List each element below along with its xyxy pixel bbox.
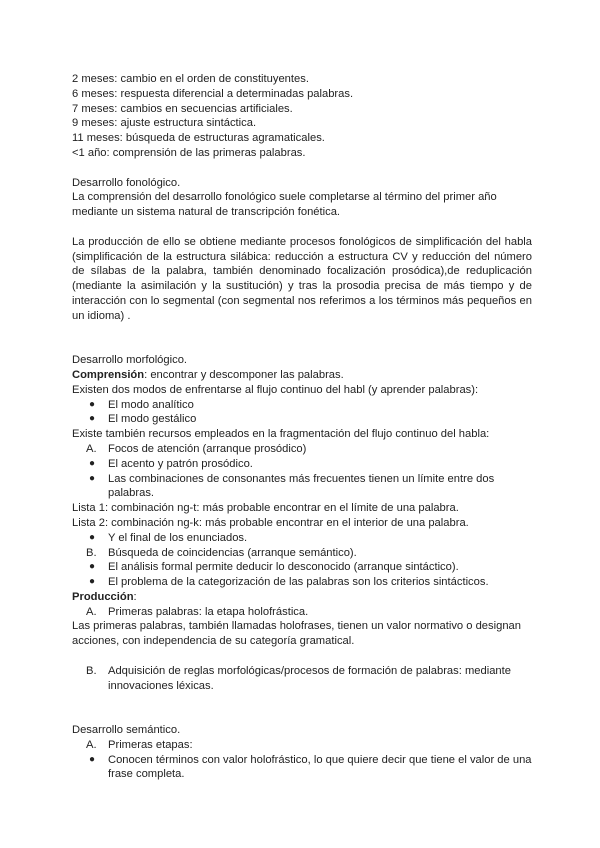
comprension-text: : encontrar y descomponer las palabras. [144, 368, 344, 381]
paragraph: Existe también recursos empleados en la fragmentación del flujo continuo del habla: [72, 428, 490, 441]
produccion-list [72, 605, 532, 620]
milestone-line: 2 meses: cambio en el orden de constituyentes. [72, 73, 309, 85]
section-title: Desarrollo morfológico. [72, 354, 188, 367]
milestone-line: 11 meses: búsqueda de estructuras agramaticales. [72, 132, 325, 145]
produccion-label: Producción [72, 590, 134, 603]
list-item [72, 442, 532, 457]
paragraph: Existen dos modos de enfrentarse al flujo continuo del habl (y aprender palabras): [72, 383, 479, 396]
produccion-colon: : [133, 590, 137, 603]
bullet-marker: ● [89, 531, 96, 543]
list-item-text: El acento y patrón prosódico. [108, 457, 253, 470]
list-item [72, 546, 532, 561]
list-marker: A. [86, 738, 97, 751]
list-item [72, 457, 532, 472]
list-item [72, 664, 532, 694]
bullet-marker: ● [89, 472, 96, 484]
list-item-text: Focos de atención (arranque prosódico) [108, 442, 307, 455]
list-marker: A. [86, 442, 97, 455]
morfologico-section [72, 353, 532, 693]
list-item [72, 472, 532, 502]
bullet-marker: ● [89, 398, 96, 410]
bullet-marker: ● [89, 457, 96, 469]
section-title: Desarrollo fonológico. [72, 176, 181, 189]
list-item-text: Búsqueda de coincidencias (arranque semántico). [108, 546, 357, 559]
bullet-marker: ● [89, 753, 96, 765]
milestones-list [72, 72, 532, 161]
milestone-line: 9 meses: ajuste estructura sintáctica. [72, 117, 257, 130]
list-item-text: El modo analítico [108, 398, 194, 411]
recursos-list [72, 442, 532, 501]
list-item-text: Y el final de los enunciados. [108, 531, 248, 544]
produccion-heading [72, 590, 532, 605]
paragraph: Las primeras palabras, también llamadas holofrases, tienen un valor normativo o designan acciones, con independencia de su categoría gramatical. [72, 620, 521, 648]
comprension-label: Comprensión [72, 368, 145, 381]
milestone-line: 7 meses: cambios en secuencias artificiales. [72, 102, 293, 115]
milestone-line: 6 meses: respuesta diferencial a determinadas palabras. [72, 87, 354, 100]
list-item-text: Conocen términos con valor holofrástico, lo que quiere decir que tiene el valor de una frase completa. [108, 753, 532, 781]
list-item [72, 531, 532, 546]
list-marker: A. [86, 605, 97, 618]
comprension-line [72, 368, 532, 383]
list-marker: B. [86, 664, 97, 677]
list-item [72, 753, 532, 783]
fonologico-section [72, 176, 532, 324]
list-item [72, 412, 532, 427]
list-item-text: Las combinaciones de consonantes más frecuentes tienen un límite entre dos palabras. [108, 472, 495, 500]
list-item-text: Primeras palabras: la etapa holofrástica. [108, 605, 309, 618]
document-body [72, 72, 532, 782]
produccion-list-b [72, 664, 532, 694]
list-item [72, 575, 532, 590]
list-item-text: El análisis formal permite deducir lo desconocido (arranque sintáctico). [108, 561, 459, 574]
paragraph: Lista 1: combinación ng-t: más probable encontrar en el límite de una palabra. [72, 502, 459, 515]
paragraph: Lista 2: combinación ng-k: más probable encontrar en el interior de una palabra. [72, 516, 469, 529]
list-item-text: Adquisición de reglas morfológicas/procesos de formación de palabras: mediante innovaciones léxicas. [108, 664, 511, 692]
list-item [72, 560, 532, 575]
list-item [72, 738, 532, 753]
bullet-marker: ● [89, 561, 96, 573]
section-title: Desarrollo semántico. [72, 724, 181, 737]
bullet-marker: ● [89, 413, 96, 425]
paragraph: La comprensión del desarrollo fonológico suele completarse al término del primer año mediante un sistema natural de transcripción fonética. [72, 191, 497, 219]
semantico-list [72, 738, 532, 782]
list-item [72, 605, 532, 620]
list-marker: B. [86, 546, 97, 559]
list-item [72, 398, 532, 413]
semantico-section [72, 723, 532, 782]
list-item-text: El problema de la categorización de las palabras son los criterios sintácticos. [108, 576, 489, 589]
list-item-text: El modo gestálico [108, 413, 197, 426]
recursos-list-2 [72, 531, 532, 590]
bullet-marker: ● [89, 576, 96, 588]
list-item-text: Primeras etapas: [108, 738, 193, 751]
milestone-line: <1 año: comprensión de las primeras palabras. [72, 146, 306, 159]
modos-list [72, 398, 532, 428]
paragraph: La producción de ello se obtiene mediante procesos fonológicos de simplificación del habla (simplificación de la estructura silábica: reducción a estructura CV y reducción del número de sílabas de la palabra, también denominado focalización prosódica),de reduplicación (mediante la asimilación y la sustitución) y tras la prosodia precisa de más tiempo y de interacción con lo segmental (con segmental nos referimos a los términos más pequeños en un idioma) . [72, 235, 532, 322]
